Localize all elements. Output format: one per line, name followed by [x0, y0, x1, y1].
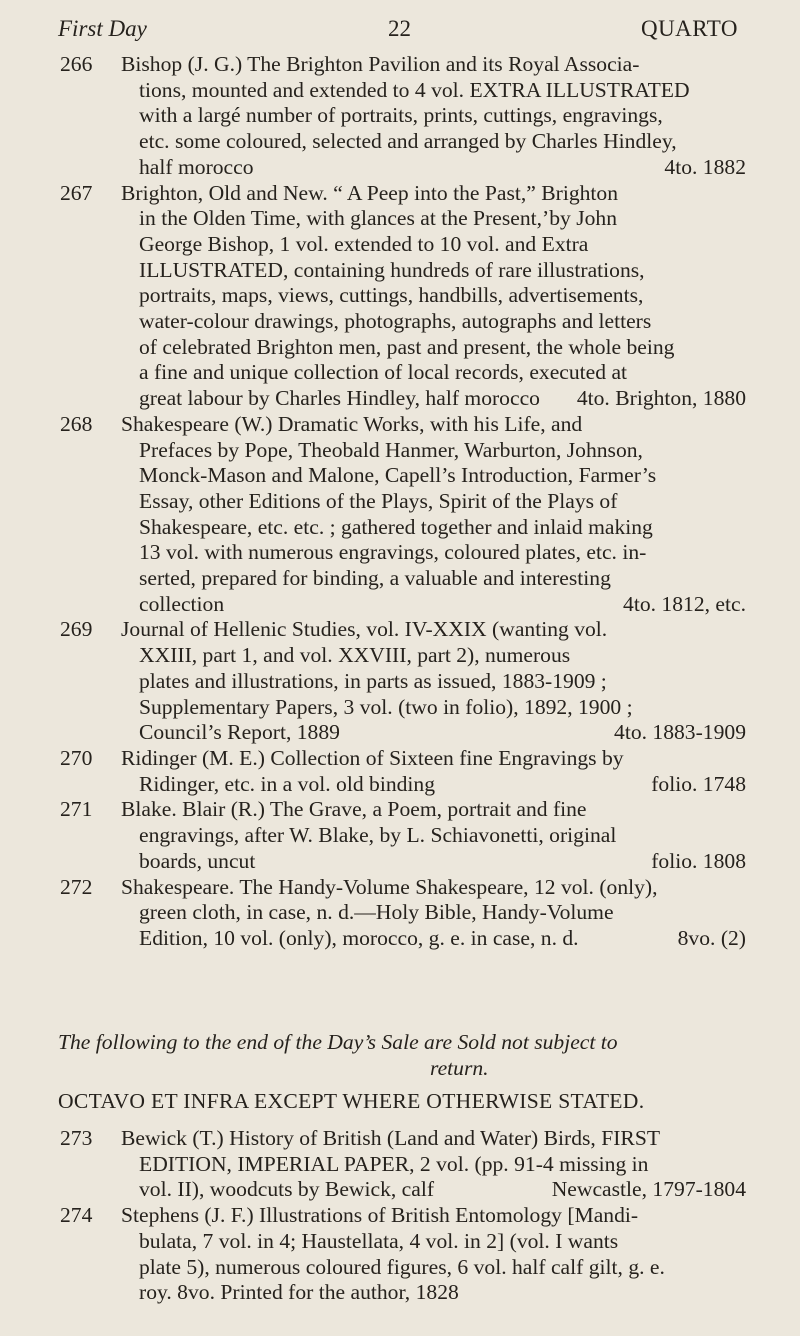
- sale-note: [58, 1030, 748, 1081]
- lot-number: 274: [60, 1203, 93, 1228]
- lot-description-text: Ridinger (M. E.) Collection of Sixteen fine Engravings by: [121, 745, 624, 770]
- lot-description-line: [121, 129, 746, 155]
- lot-format-date: 4to. 1883-1909: [614, 720, 746, 745]
- sale-note-line: The following to the end of the Day’s Sale are Sold not subject to: [58, 1030, 618, 1054]
- lot-description-text: plates and illustrations, in parts as issued, 1883-1909 ;: [139, 668, 607, 693]
- lot-description-text: EDITION, IMPERIAL PAPER, 2 vol. (pp. 91-4 missing in: [139, 1151, 649, 1176]
- lot-description-text: green cloth, in case, n. d.—Holy Bible, Handy-Volume: [139, 900, 614, 925]
- lot-description-line: [121, 258, 746, 284]
- lot-entry: [56, 797, 746, 874]
- lot-description-line: [121, 283, 746, 309]
- lot-list-octavo: [56, 1126, 746, 1306]
- lot-description-line: [121, 438, 746, 464]
- lot-description-line: [121, 849, 746, 875]
- lot-number: 269: [60, 617, 93, 642]
- lot-entry: [56, 746, 746, 797]
- lot-description-line: [121, 1152, 746, 1178]
- lot-description-line: [121, 412, 746, 438]
- lot-description-text: vol. II), woodcuts by Bewick, calf: [139, 1177, 435, 1202]
- lot-number: 270: [60, 745, 93, 770]
- lot-description-text: Edition, 10 vol. (only), morocco, g. e. in case, n. d.: [139, 925, 579, 950]
- lot-description-line: [121, 566, 746, 592]
- lot-description-text: Bishop (J. G.) The Brighton Pavilion and its Royal Associa-: [121, 52, 640, 76]
- lot-description-text: Monck-Mason and Malone, Capell’s Introduction, Farmer’s: [139, 463, 657, 488]
- lot-description-text: engravings, after W. Blake, by L. Schiavonetti, original: [139, 823, 617, 848]
- lot-description-line: [121, 206, 746, 232]
- header-format: QUARTO: [640, 16, 738, 41]
- lot-description-line: [121, 1177, 746, 1203]
- lot-description-text: Stephens (J. F.) Illustrations of British Entomology [Mandi-: [121, 1203, 639, 1228]
- lot-description-line: [121, 900, 746, 926]
- lot-description-text: serted, prepared for binding, a valuable and interesting: [139, 566, 611, 591]
- lot-description-line: [121, 52, 746, 78]
- section-heading: OCTAVO ET INFRA EXCEPT WHERE OTHERWISE STATED.: [58, 1089, 645, 1113]
- lot-format-date: 4to. 1812, etc.: [623, 591, 746, 616]
- lot-list-quarto: [56, 52, 746, 952]
- lot-description-text: in the Olden Time, with glances at the Present,’by John: [139, 206, 618, 231]
- lot-description-line: [121, 386, 746, 412]
- lot-description-line: [121, 695, 746, 721]
- lot-description-text: great labour by Charles Hindley, half morocco: [139, 386, 540, 411]
- lot-description-text: Shakespeare. The Handy-Volume Shakespeare, 12 vol. (only),: [121, 874, 658, 899]
- lot-description-line: [121, 78, 746, 104]
- lot-description-line: [121, 103, 746, 129]
- lot-description-text: with a largé number of portraits, prints, cuttings, engravings,: [139, 103, 663, 128]
- lot-description-text: a fine and unique collection of local records, executed at: [139, 360, 628, 385]
- lot-description-line: [121, 1229, 746, 1255]
- lot-description-line: [121, 875, 746, 901]
- lot-description-text: Prefaces by Pope, Theobald Hanmer, Warburton, Johnson,: [139, 437, 643, 462]
- lot-description-text: Shakespeare, etc. etc. ; gathered together and inlaid making: [139, 514, 653, 539]
- lot-description-line: [121, 1126, 746, 1152]
- lot-entry: [56, 1126, 746, 1203]
- header-sale-day: First Day: [58, 16, 147, 41]
- lot-description-text: portraits, maps, views, cuttings, handbills, advertisements,: [139, 283, 644, 308]
- lot-description-line: [121, 181, 746, 207]
- lot-description-line: [121, 335, 746, 361]
- lot-description-text: Essay, other Editions of the Plays, Spirit of the Plays of: [139, 488, 618, 513]
- lot-description-text: Brighton, Old and New. “ A Peep into the Past,” Brighton: [121, 180, 619, 205]
- lot-description-text: Journal of Hellenic Studies, vol. IV-XXIX (wanting vol.: [121, 617, 608, 642]
- lot-description-line: [121, 155, 746, 181]
- lot-description-line: [121, 463, 746, 489]
- lot-number: 271: [60, 797, 93, 822]
- lot-entry: [56, 617, 746, 746]
- lot-description-line: [121, 720, 746, 746]
- lot-description-text: bulata, 7 vol. in 4; Haustellata, 4 vol. in 2] (vol. I wants: [139, 1228, 619, 1253]
- lot-number: 266: [60, 52, 93, 76]
- lot-description-line: [121, 617, 746, 643]
- sale-note-line: return.: [430, 1055, 489, 1080]
- lot-description-line: [121, 515, 746, 541]
- lot-description-text: Supplementary Papers, 3 vol. (two in folio), 1892, 1900 ;: [139, 694, 633, 719]
- lot-description-text: boards, uncut: [139, 848, 256, 873]
- lot-description-text: etc. some coloured, selected and arranged by Charles Hindley,: [139, 129, 677, 154]
- lot-description-text: 13 vol. with numerous engravings, coloured plates, etc. in-: [139, 540, 647, 565]
- lot-description-text: Council’s Report, 1889: [139, 720, 340, 745]
- lot-format-date: 8vo. (2): [677, 925, 746, 950]
- lot-description-line: [121, 309, 746, 335]
- lot-entry: [56, 181, 746, 412]
- lot-description-text: water-colour drawings, photographs, autographs and letters: [139, 309, 652, 334]
- lot-description-text: Bewick (T.) History of British (Land and Water) Birds, FIRST: [121, 1126, 661, 1150]
- lot-description-text: half morocco: [139, 154, 254, 179]
- lot-format-date: folio. 1808: [651, 848, 746, 873]
- lot-description-text: plate 5), numerous coloured figures, 6 vol. half calf gilt, g. e.: [139, 1254, 665, 1279]
- lot-description-line: [121, 360, 746, 386]
- lot-description-line: [121, 746, 746, 772]
- lot-description-line: [121, 1203, 746, 1229]
- lot-entry: [56, 52, 746, 181]
- page-number: 22: [388, 16, 411, 41]
- lot-description-line: [121, 669, 746, 695]
- lot-format-date: 4to. Brighton, 1880: [576, 386, 746, 411]
- lot-description-text: tions, mounted and extended to 4 vol. EXTRA ILLUSTRATED: [139, 77, 690, 102]
- lot-description-text: of celebrated Brighton men, past and present, the whole being: [139, 334, 675, 359]
- lot-description-line: [121, 643, 746, 669]
- lot-entry: [56, 1203, 746, 1306]
- lot-format-date: 4to. 1882: [664, 154, 746, 179]
- lot-description-text: Blake. Blair (R.) The Grave, a Poem, portrait and fine: [121, 797, 587, 822]
- lot-description-line: [121, 926, 746, 952]
- lot-number: 273: [60, 1126, 93, 1150]
- lot-description-line: [121, 772, 746, 798]
- lot-description-line: [121, 489, 746, 515]
- lot-number: 268: [60, 411, 93, 436]
- lot-format-date: Newcastle, 1797-1804: [551, 1177, 746, 1202]
- lot-description-text: Ridinger, etc. in a vol. old binding: [139, 771, 436, 796]
- lot-description-line: [121, 1280, 746, 1306]
- lot-number: 267: [60, 180, 93, 205]
- lot-number: 272: [60, 874, 93, 899]
- lot-entry: [56, 875, 746, 952]
- running-header: [58, 16, 738, 46]
- lot-description-text: XXIII, part 1, and vol. XXVIII, part 2), numerous: [139, 643, 571, 668]
- lot-description-text: ILLUSTRATED, containing hundreds of rare illustrations,: [139, 257, 645, 282]
- lot-format-date: folio. 1748: [651, 771, 746, 796]
- lot-description-text: Shakespeare (W.) Dramatic Works, with his Life, and: [121, 411, 583, 436]
- lot-description-line: [121, 823, 746, 849]
- lot-description-line: [121, 1255, 746, 1281]
- lot-description-text: roy. 8vo. Printed for the author, 1828: [139, 1280, 459, 1305]
- lot-description-line: [121, 232, 746, 258]
- lot-description-line: [121, 797, 746, 823]
- lot-description-text: collection: [139, 591, 225, 616]
- lot-description-line: [121, 592, 746, 618]
- lot-entry: [56, 412, 746, 618]
- lot-description-line: [121, 540, 746, 566]
- lot-description-text: George Bishop, 1 vol. extended to 10 vol. and Extra: [139, 231, 589, 256]
